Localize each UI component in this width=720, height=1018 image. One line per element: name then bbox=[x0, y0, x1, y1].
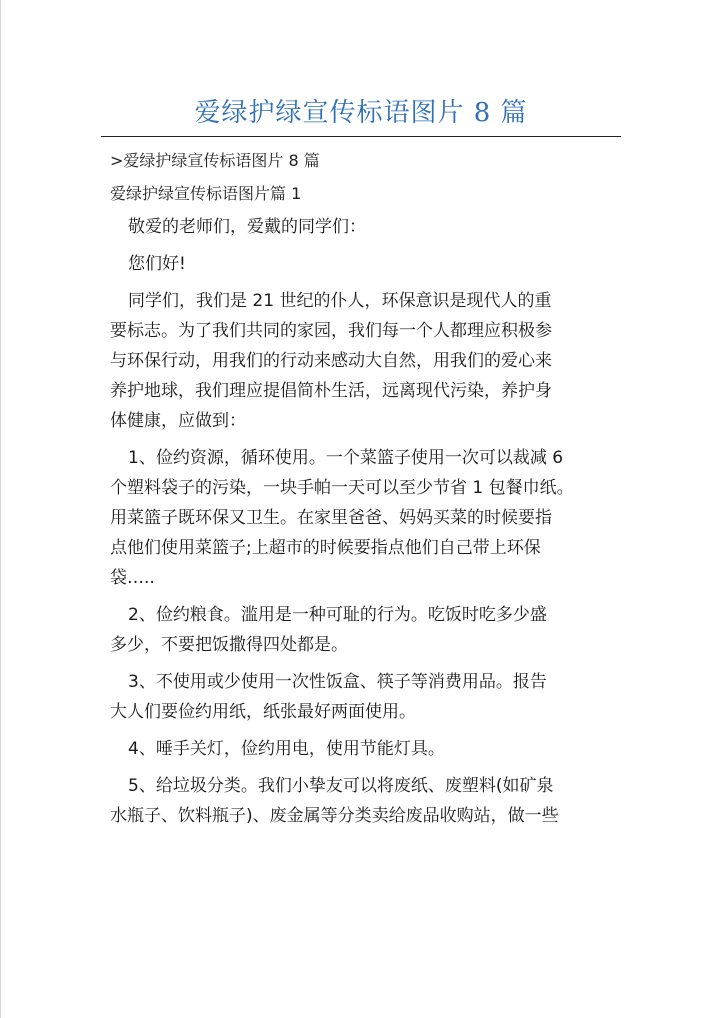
text-line: 用菜篮子既环保又卫生。在家里爸爸、妈妈买菜的时候要指 bbox=[110, 508, 552, 528]
text-line: 同学们，我们是 21 世纪的仆人，环保意识是现代人的重 bbox=[128, 291, 552, 311]
title-divider bbox=[101, 136, 621, 137]
text-line: 袋….. bbox=[110, 568, 155, 588]
text-line: 点他们使用菜篮子;上超市的时候要指点他们自己带上环保 bbox=[110, 538, 541, 558]
paragraph bbox=[110, 443, 612, 593]
text-line: 大人们要俭约用纸，纸张最好两面使用。 bbox=[110, 702, 416, 722]
text-line: 您们好! bbox=[128, 254, 186, 274]
paragraph bbox=[110, 734, 612, 764]
text-line: 5、给垃圾分类。我们小挚友可以将废纸、废塑料(如矿泉 bbox=[128, 776, 554, 796]
paragraph bbox=[110, 249, 612, 279]
text-line: 体健康，应做到： bbox=[110, 411, 246, 431]
sub-heading: 爱绿护绿宣传标语图片篇 1 bbox=[110, 184, 302, 203]
text-line: 养护地球，我们理应提倡简朴生活，远离现代污染，养护身 bbox=[110, 381, 552, 401]
text-line: 敬爱的老师们，爱戴的同学们： bbox=[128, 217, 366, 237]
text-line: 4、唾手关灯，俭约用电，使用节能灯具。 bbox=[128, 739, 445, 759]
text-line: 1、俭约资源，循环使用。一个菜篮子使用一次可以裁减 6 bbox=[128, 448, 564, 468]
text-line: 水瓶子、饮料瓶子)、废金属等分类卖给废品收购站，做一些 bbox=[110, 806, 559, 826]
paragraph bbox=[110, 771, 612, 831]
document-body bbox=[110, 146, 612, 838]
paragraph bbox=[110, 600, 612, 660]
text-line: 要标志。为了我们共同的家园，我们每一个人都理应积极参 bbox=[110, 321, 552, 341]
text-line: 个塑料袋子的污染，一块手帕一天可以至少节省 1 包餐巾纸。 bbox=[110, 478, 574, 498]
paragraph bbox=[110, 286, 612, 436]
paragraph bbox=[110, 212, 612, 242]
text-line: 3、不使用或少使用一次性饭盒、筷子等消费用品。报告 bbox=[128, 672, 547, 692]
document-title: 爱绿护绿宣传标语图片 8 篇 bbox=[194, 98, 528, 128]
sub-nav: >爱绿护绿宣传标语图片 8 篇 bbox=[110, 151, 320, 170]
text-line: 与环保行动，用我们的行动来感动大自然，用我们的爱心来 bbox=[110, 351, 552, 371]
paragraph bbox=[110, 667, 612, 727]
text-line: 多少，不要把饭撒得四处都是。 bbox=[110, 635, 348, 655]
text-line: 2、俭约粮食。滥用是一种可耻的行为。吃饭时吃多少盛 bbox=[128, 605, 547, 625]
